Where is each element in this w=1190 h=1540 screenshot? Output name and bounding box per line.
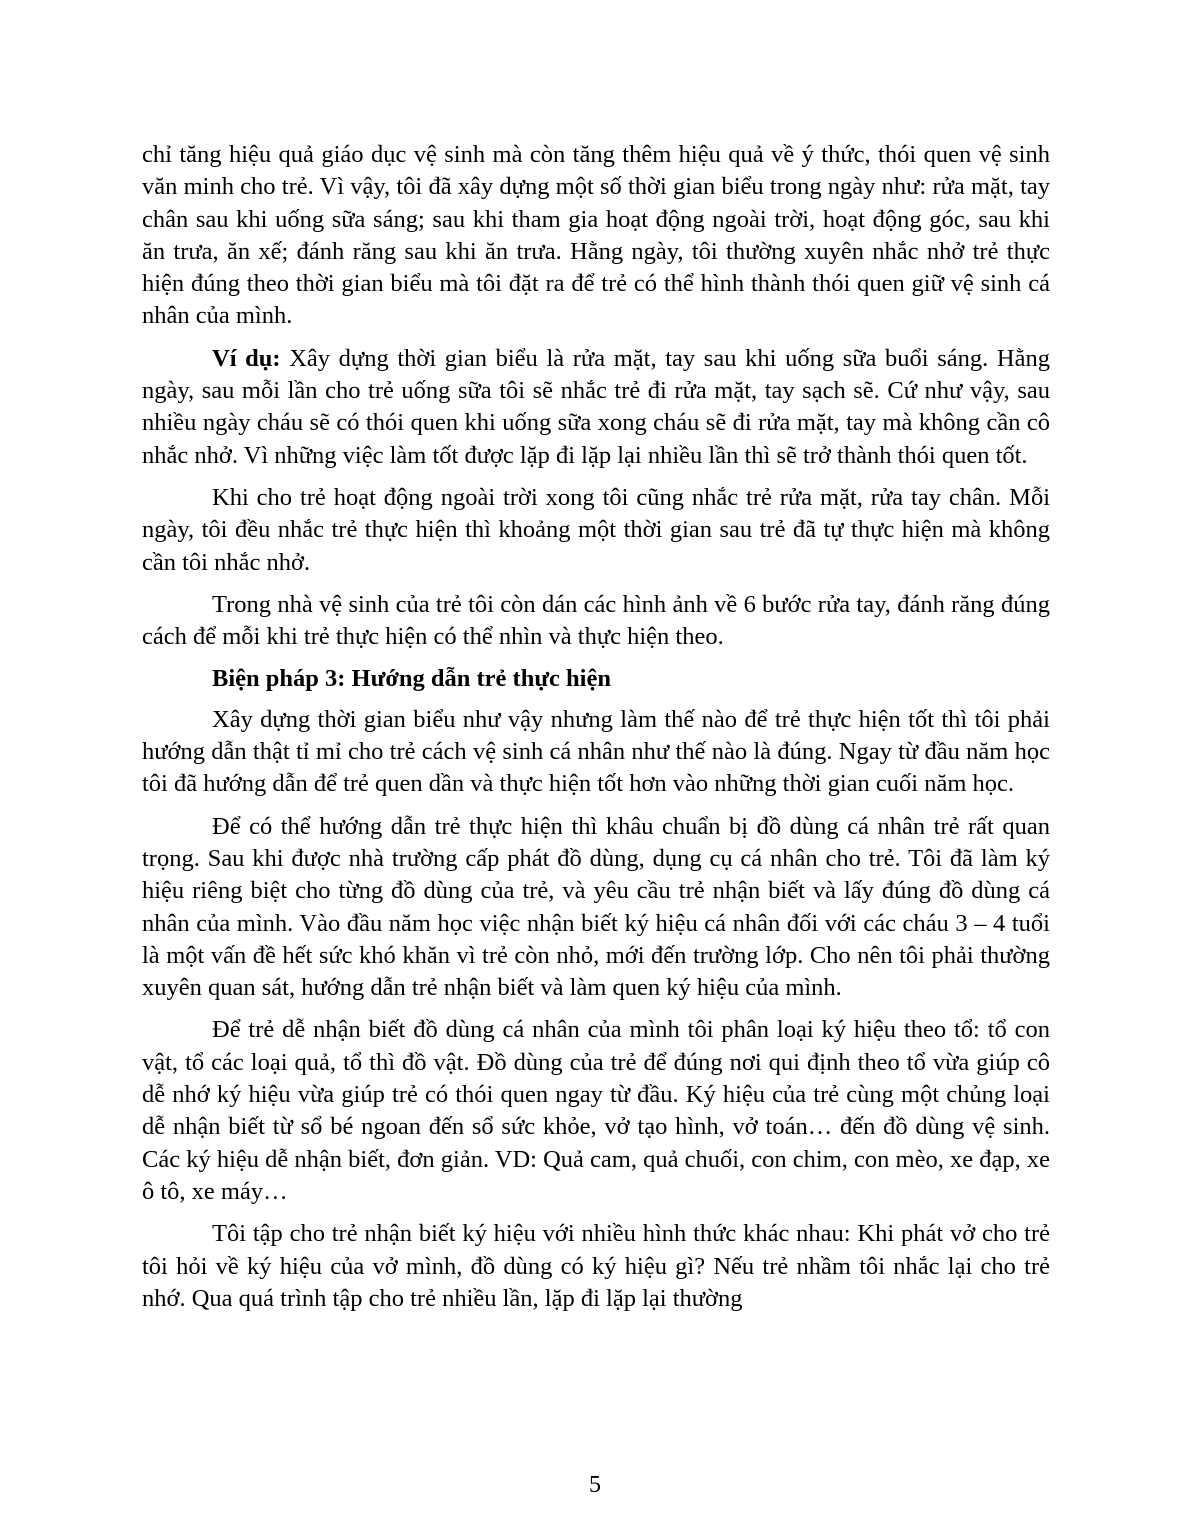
paragraph-continuation: chỉ tăng hiệu quả giáo dục vệ sinh mà còn tăng thêm hiệu quả về ý thức, thói quen vệ sinh văn minh cho trẻ. Vì vậy, tôi đã xây dựng một số thời gian biểu trong ngày như: rửa mặt, tay chân sau khi uống sữa sáng; sau khi tham gia hoạt động ngoài trời, hoạt động góc, sau khi ăn trưa, ăn xế; đánh răng sau khi ăn trưa. Hằng ngày, tôi thường xuyên nhắc nhở trẻ thực hiện đúng theo thời gian biểu mà tôi đặt ra để trẻ có thể hình thành thói quen giữ vệ sinh cá nhân của mình.	[142, 141, 1050, 330]
paragraph-practice: Tôi tập cho trẻ nhận biết ký hiệu với nhiều hình thức khác nhau: Khi phát vở cho trẻ tôi hỏi về ký hiệu của vở mình, đồ dùng có ký hiệu gì? Nếu trẻ nhầm tôi nhắc lại cho trẻ nhớ. Qua quá trình tập cho trẻ nhiều lần, lặp đi lặp lại thường	[142, 1220, 1050, 1312]
page-number: 5	[589, 1472, 601, 1498]
example-lead: Ví dụ:	[212, 344, 281, 372]
paragraph-outdoor: Khi cho trẻ hoạt động ngoài trời xong tôi cũng nhắc trẻ rửa mặt, rửa tay chân. Mỗi ngày, tôi đều nhắc trẻ thực hiện thì khoảng một thời gian sau trẻ đã tự thực hiện mà không cần tôi nhắc nhở.	[142, 483, 1050, 576]
section-heading: Biện pháp 3: Hướng dẫn trẻ thực hiện	[212, 665, 611, 693]
paragraph-toilet-images: Trong nhà vệ sinh của trẻ tôi còn dán các hình ảnh về 6 bước rửa tay, đánh răng đúng cách để mỗi khi trẻ thực hiện có thể nhìn và thực hiện theo.	[142, 590, 1050, 651]
paragraph-symbols: Để trẻ dễ nhận biết đồ dùng cá nhân của mình tôi phân loại ký hiệu theo tổ: tổ con vật, tổ các loại quả, tổ thì đồ vật. Đồ dùng của trẻ để đúng nơi qui định theo tổ vừa giúp cô dễ nhớ ký hiệu vừa giúp trẻ có thói quen ngay từ đầu. Ký hiệu của trẻ cùng một chủng loại dễ nhận biết từ sổ bé ngoan đến sổ sức khỏe, vở tạo hình, vở toán… đến đồ dùng vệ sinh. Các ký hiệu dễ nhận biết, đơn giản. VD: Quả cam, quả chuối, con chim, con mèo, xe đạp, xe ô tô, xe máy…	[142, 1016, 1050, 1205]
paragraph-example	[142, 343, 1050, 472]
paragraph-schedule: Xây dựng thời gian biểu như vậy nhưng làm thế nào để trẻ thực hiện tốt thì tôi phải hướng dẫn thật tỉ mỉ cho trẻ cách vệ sinh cá nhân như thế nào là đúng. Ngay từ đầu năm học tôi đã hướng dẫn để trẻ quen dần và thực hiện tốt hơn vào những thời gian cuối năm học.	[142, 705, 1050, 798]
paragraph-preparation: Để có thể hướng dẫn trẻ thực hiện thì khâu chuẩn bị đồ dùng cá nhân trẻ rất quan trọng. Sau khi được nhà trường cấp phát đồ dùng, dụng cụ cá nhân cho trẻ. Tôi đã làm ký hiệu riêng biệt cho từng đồ dùng của trẻ, và yêu cầu trẻ nhận biết và lấy đúng đồ dùng cá nhân của mình. Vào đầu năm học việc nhận biết ký hiệu cá nhân đối với các cháu 3 – 4 tuổi là một vấn đề hết sức khó khăn vì trẻ còn nhỏ, mới đến trường lớp. Cho nên tôi phải thường xuyên quan sát, hướng dẫn trẻ nhận biết và làm quen ký hiệu của mình.	[142, 812, 1050, 1002]
example-text: Xây dựng thời gian biểu là rửa mặt, tay sau khi uống sữa buổi sáng. Hằng ngày, sau mỗi lần cho trẻ uống sữa tôi sẽ nhắc trẻ đi rửa mặt, tay sạch sẽ. Cứ như vậy, sau nhiều ngày cháu sẽ có thói quen khi uống sữa xong cháu sẽ đi rửa mặt, tay mà không cần cô nhắc nhở. Vì những việc làm tốt được lặp đi lặp lại nhiều lần thì sẽ trở thành thói quen tốt.	[142, 344, 1050, 469]
document-page	[142, 139, 1050, 1325]
